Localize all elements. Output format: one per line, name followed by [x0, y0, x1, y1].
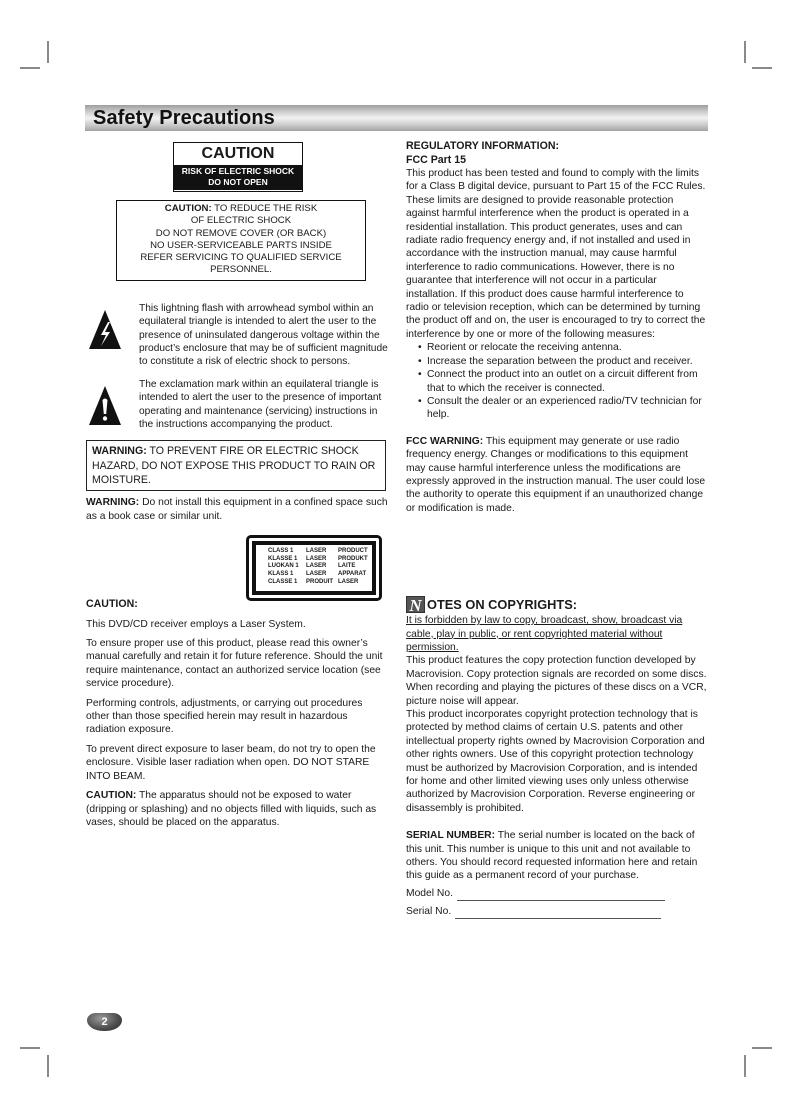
measure-item: • Consult the dealer or an experienced radio/TV technician for help. [418, 395, 708, 422]
laser-label-cell: PRODUKT [338, 555, 368, 562]
laser-label-cell: LASER [306, 555, 327, 562]
exclamation-explanation-text: The exclamation mark within an equilateral triangle is intended to alert the user to the presence of important operating and maintenance (servicing) instructions in the instructions accompanying the product. [139, 378, 382, 431]
fcc-warning [406, 435, 708, 515]
risk-box-line-5: REFER SERVICING TO QUALIFIED SERVICE [140, 252, 342, 264]
laser-label-cell: KLASS 1 [268, 570, 294, 577]
laser-label-cell: LASER [338, 578, 359, 585]
laser-label-cell: KLASSE 1 [268, 555, 298, 562]
caution-sub-line-2: DO NOT OPEN [208, 177, 268, 187]
laser-label-cell: CLASSE 1 [268, 578, 298, 585]
laser-label-row [268, 556, 372, 564]
laser-label-row [268, 579, 372, 587]
warning-label: WARNING: [92, 445, 147, 458]
serial-number-text: The serial number is located on the back of this unit. This number is unique to this unit and not available to others. You should record requested information here and retain this guide as a permanent record of your purchase. [406, 830, 698, 882]
laser-label-cell: LASER [306, 563, 327, 570]
laser-label-cell: LASER [306, 570, 327, 577]
risk-box-label: CAUTION: [164, 203, 212, 214]
fcc-warning-label: FCC WARNING: [406, 435, 484, 447]
copyright-notes-title: OTES ON COPYRIGHTS: [427, 597, 578, 613]
crop-mark-top-right-vertical [744, 41, 746, 63]
laser-label-cell: PRODUCT [338, 548, 368, 555]
laser-caution-p3: Performing controls, adjustments, or carrying out procedures other than those specified herein may result in hazardous radiation exposure. [86, 697, 363, 736]
caution-subtext [174, 165, 302, 190]
laser-label-cell: LASER [306, 548, 327, 555]
install-warning-label: WARNING: [86, 497, 140, 509]
laser-label-cell: PRODUIT [306, 578, 333, 585]
fire-shock-warning-box [86, 440, 386, 491]
model-number-field[interactable] [457, 890, 665, 901]
water-caution [86, 789, 388, 829]
laser-label-inner [252, 541, 376, 595]
class1-laser-label [246, 535, 382, 601]
laser-label-row [268, 563, 372, 571]
risk-box-line-6: PERSONNEL. [210, 264, 272, 276]
page-number-badge: 2 [87, 1013, 122, 1031]
exclamation-explanation [86, 378, 388, 432]
measure-item: • Connect the product into an outlet on a circuit different from that to which the receiver is connected. [418, 368, 708, 395]
laser-caution-p4: To prevent direct exposure to laser beam, do not try to open the enclosure. Visible laser radiation when open. DO NOT STARE INTO BEAM. [86, 743, 376, 782]
caution-graphic [86, 140, 388, 192]
risk-box-line-2: OF ELECTRIC SHOCK [190, 215, 292, 227]
fcc-part15-heading: FCC Part 15 [406, 153, 467, 166]
laser-label-cell: CLASS 1 [268, 548, 294, 555]
water-caution-text: The apparatus should not be exposed to water (dripping or splashing) and no objects filled with liquids, such as vases, should be placed on the apparatus. [86, 790, 377, 828]
crop-mark-bottom-right-vertical [744, 1055, 746, 1077]
serial-number-section [406, 829, 708, 883]
crop-mark-top-left-horizontal [20, 67, 40, 69]
laser-caution-heading: CAUTION: [86, 598, 138, 611]
laser-label-cell: LUOKAN 1 [268, 563, 299, 570]
serial-number-field-label: Serial No. [406, 905, 452, 917]
caution-sub-line-1: RISK OF ELECTRIC SHOCK [181, 166, 295, 176]
serial-number-field[interactable] [455, 908, 661, 919]
install-warning [86, 496, 388, 523]
measure-item: • Reorient or relocate the receiving antenna. [418, 341, 708, 354]
caution-heading: CAUTION [174, 143, 302, 165]
notes-n-icon: N [406, 596, 425, 613]
crop-mark-bottom-left-horizontal [20, 1047, 40, 1049]
laser-caution-p2: To ensure proper use of this product, please read this owner’s manual carefully and retain it for future reference. Should the unit require maintenance, contact an authorized service location (see service procedure). [86, 638, 383, 690]
copyright-notes-heading [406, 596, 708, 616]
laser-label-cell: APPARAT [338, 570, 367, 577]
section-title-bar [85, 105, 708, 131]
copyright-macrovision-p1: This product features the copy protection function developed by Macrovision. Copy protection signals are recorded on some discs. When recording and playing the pictures of these discs on a VCR, picture noise will appear. [406, 655, 707, 707]
warning-text: TO PREVENT FIRE OR ELECTRIC SHOCK HAZARD, DO NOT EXPOSE THIS PRODUCT TO RAIN OR MOISTURE. [92, 445, 376, 487]
crop-mark-bottom-left-vertical [47, 1055, 49, 1077]
water-caution-label: CAUTION: [86, 790, 137, 802]
crop-mark-top-right-horizontal [752, 67, 772, 69]
install-warning-text: Do not install this equipment in a confined space such as a book case or similar unit. [86, 497, 388, 522]
exclamation-triangle-icon [88, 385, 122, 427]
copyright-macrovision-p2: This product incorporates copyright protection technology that is protected by method claims of certain U.S. patents and other intellectual property rights owned by Macrovision Corporation and other rights owners. Use of this copyright protection technology must be authorized by Macrovision Corporation, and is intended for home and other limited viewing uses only unless otherwise authorized by Macrovision Corporation. Reverse engineering or disassembly is prohibited. [406, 709, 705, 814]
laser-caution-p1: This DVD/CD receiver employs a Laser System. [86, 618, 306, 630]
fcc-warning-text: This equipment may generate or use radio frequency energy. Changes or modifications to this equipment may cause harmful interference unless the modifications are expressly approved in the instruction manual. The user could lose the authority to operate this equipment if an unauthorized change or modification is made. [406, 435, 706, 514]
right-column [406, 140, 708, 919]
crop-mark-top-left-vertical [47, 41, 49, 63]
lightning-explanation-text: This lightning flash with arrowhead symbol within an equilateral triangle is intended to alert the user to the presence of uninsulated dangerous voltage within the product’s enclosure that may be of sufficient magnitude to constitute a risk of electric shock to persons. [139, 302, 388, 368]
copyright-forbidden-notice: It is forbidden by law to copy, broadcast, show, broadcast via cable, play in public, or rent copyrighted material without permission. [406, 615, 683, 653]
left-column [86, 140, 388, 829]
caution-label-box [173, 142, 303, 192]
serial-number-row [406, 905, 708, 919]
interference-measures-list [406, 341, 708, 421]
laser-label-row [268, 548, 372, 556]
risk-box-line-4: NO USER-SERVICEABLE PARTS INSIDE [150, 239, 332, 251]
model-number-label: Model No. [406, 887, 453, 899]
risk-box-line-3: DO NOT REMOVE COVER (OR BACK) [155, 227, 327, 239]
lightning-explanation [86, 302, 388, 369]
page-title: Safety Precautions [93, 107, 275, 129]
laser-label-cell: LAITE [338, 563, 356, 570]
measure-item: • Increase the separation between the product and receiver. [418, 355, 708, 368]
crop-mark-bottom-right-horizontal [752, 1047, 772, 1049]
serial-number-label: SERIAL NUMBER: [406, 830, 496, 842]
risk-of-shock-box [116, 200, 366, 281]
laser-label-row [268, 571, 372, 579]
risk-box-line-1: TO REDUCE THE RISK [211, 203, 318, 214]
regulatory-heading: REGULATORY INFORMATION: [406, 140, 560, 152]
lightning-triangle-icon [88, 309, 122, 351]
model-number-row [406, 887, 708, 901]
regulatory-body: This product has been tested and found to comply with the limits for a Class B digital device, pursuant to Part 15 of the FCC Rules. These limits are designed to provide reasonable protection against harmful interference when the product is operated in a residential installation. This product generates, uses and can radiate radio frequency energy and, if not installed and used in accordance with the instruction manual, may cause harmful interference to radio communications. However, there is no guarantee that interference will not occur in a particular installation. If this product does cause harmful interference to radio or television reception, which can be determined by turning the product off and on, the user is encouraged to try to correct the interference by one or more of the following measures: [406, 168, 706, 340]
